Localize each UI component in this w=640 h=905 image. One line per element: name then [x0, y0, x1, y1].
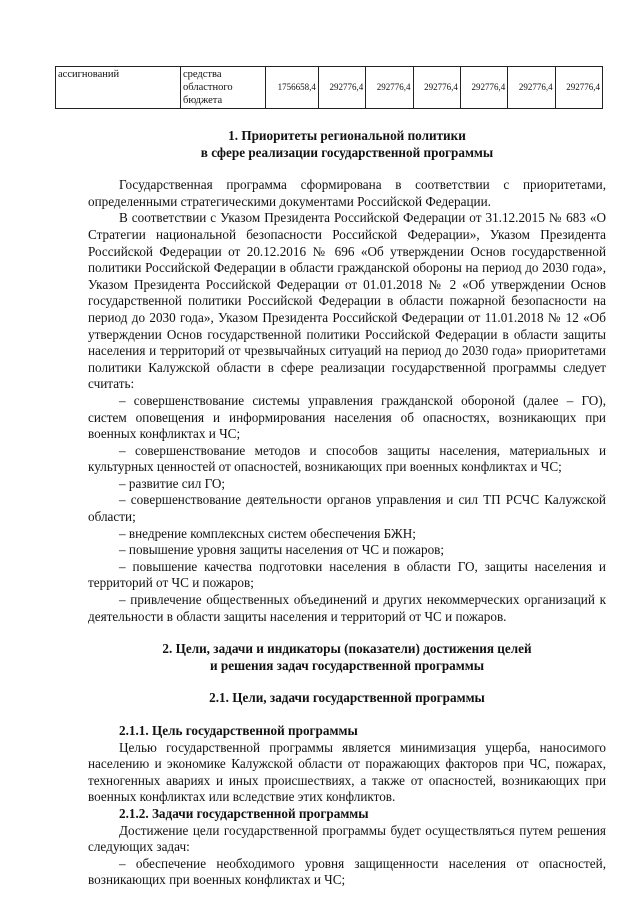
budget-table	[55, 66, 603, 109]
heading-2-1-2: 2.1.2. Задачи государственной программы	[119, 805, 369, 821]
table-cell: 292776,4	[460, 67, 507, 109]
list-item: – привлечение общественных объединений и других некоммерческих организаций к деятельности в области защиты населения и территорий от ЧС и пожаров.	[88, 592, 606, 624]
list-item: – повышение уровня защиты населения от ЧС и пожаров;	[119, 542, 445, 558]
table-cell: 292776,4	[555, 67, 602, 109]
heading-2-1-1: 2.1.1. Цель государственной программы	[119, 723, 358, 738]
paragraph: Достижение цели государственной программы будет осуществляться путем решения следующих задач:	[88, 822, 606, 855]
section1-title-line1: 1. Приоритеты региональной политики	[228, 128, 466, 143]
list-item: – совершенствование системы управления гражданской обороной (далее – ГО), систем оповещения и информирования населения об опасностях, возникающих при военных конфликтах и ЧС;	[88, 392, 606, 442]
document-body	[88, 128, 606, 889]
list-item: – повышение качества подготовки населения в области ГО, защиты населения и территорий от ЧС и пожаров;	[88, 558, 606, 591]
table-row	[56, 67, 603, 109]
section2-title-line2: и решения задач государственной программы	[209, 657, 485, 673]
list-item: – совершенствование деятельности органов управления и сил ТП РСЧС Калужской области;	[88, 492, 606, 525]
table-cell: 292776,4	[508, 67, 555, 109]
list-item: – внедрение комплексных систем обеспечения БЖН;	[119, 525, 416, 541]
paragraph: Целью государственной программы является минимизация ущерба, наносимого населению и экономике Калужской области от поражающих факторов при ЧС, пожарах, техногенных авариях и иных происшествиях, а также от опасностей, возникающих при военных конфликтах или вследствие этих конфликтов.	[88, 739, 606, 805]
section1-title-line2: в сфере реализации государственной программы	[200, 144, 494, 160]
paragraph: В соответствии с Указом Президента Российской Федерации от 31.12.2015 № 683 «О Стратегии национальной безопасности Российской Федерации», Указом Президента Российской Федерации от 20.12.2016 № 696 «Об утверждении Основ государственной политики Российской Федерации в области гражданской обороны на период до 2030 года», Указом Президента Российской Федерации от 01.01.2018 № 2 «Об утверждении Основ государственной политики Российской Федерации в области пожарной безопасности на период до 2030 года», Указом Президента Российской Федерации от 11.01.2018 № 12 «Об утверждении Основ государственной политики Российской Федерации в области защиты населения и территорий от чрезвычайных ситуаций на период до 2030 года» приоритетами политики Калужской области в сфере реализации государственной программы следует считать:	[88, 210, 606, 392]
paragraph: Государственная программа сформирована в соответствии с приоритетами, определенными стратегическими документами Российской Федерации.	[88, 177, 606, 209]
table-cell: 292776,4	[318, 67, 365, 109]
list-item: – обеспечение необходимого уровня защищенности населения от опасностей, возникающих при военных конфликтах и ЧС;	[88, 855, 606, 888]
list-item: – совершенствование методов и способов защиты населения, материальных и культурных ценностей от опасностей, возникающих при военных конфликтах и ЧС;	[88, 442, 606, 475]
table-cell: ассигнований	[56, 67, 181, 109]
section2-title-line1: 2. Цели, задачи и индикаторы (показатели) достижения целей	[162, 641, 532, 657]
subsection-title: 2.1. Цели, задачи государственной программы	[209, 690, 485, 706]
table-cell: 292776,4	[413, 67, 460, 109]
table-cell: 292776,4	[366, 67, 413, 109]
table-cell: средства областного бюджета	[181, 67, 266, 109]
table-cell: 1756658,4	[266, 67, 319, 109]
list-item: – развитие сил ГО;	[119, 475, 226, 491]
